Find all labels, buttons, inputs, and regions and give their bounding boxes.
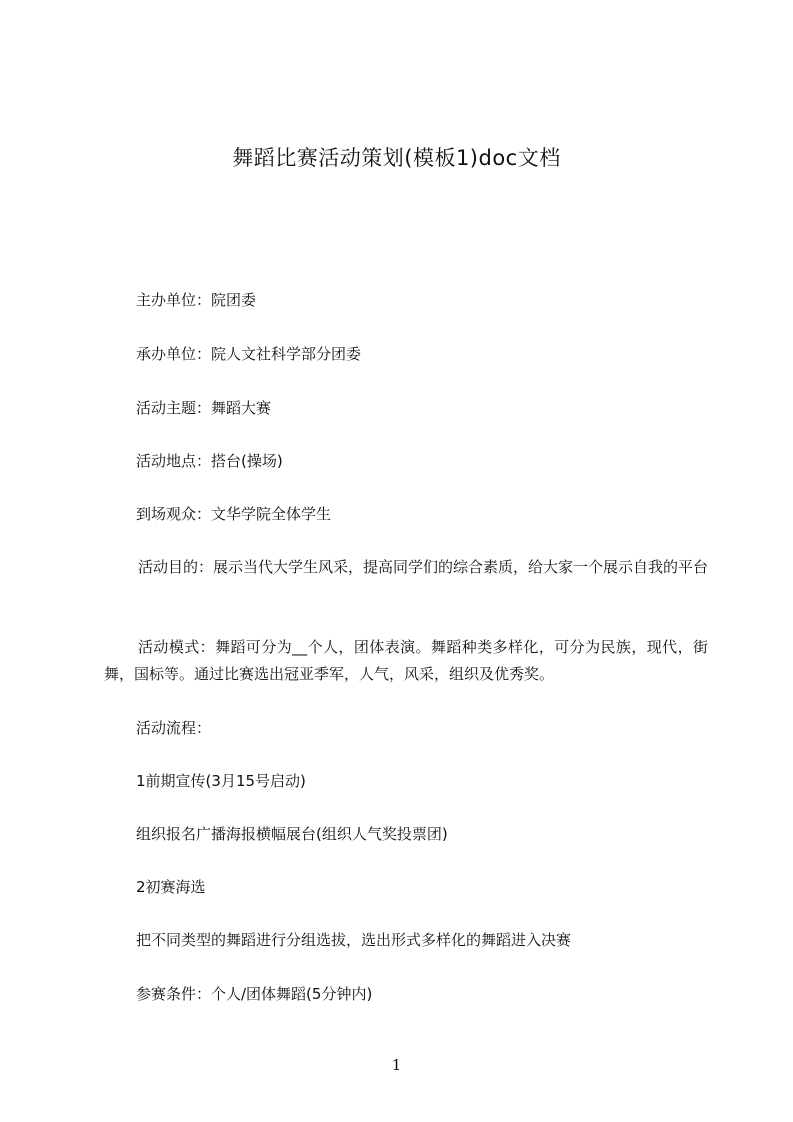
- paragraph-process-heading: 活动流程：: [136, 719, 212, 737]
- paragraph-theme: 活动主题：舞蹈大赛: [136, 399, 272, 417]
- paragraph-step-2: 2初赛海选: [136, 878, 206, 896]
- paragraph-step-2-detail: 把不同类型的舞蹈进行分组选拔，选出形式多样化的舞蹈进入决赛: [136, 931, 572, 949]
- paragraph-purpose: 活动目的：展示当代大学生风采，提高同学们的综合素质，给大家一个展示自我的平台: [138, 558, 709, 576]
- paragraph-undertaker: 承办单位：院人文社科学部分团委: [136, 345, 362, 363]
- document-title: 舞蹈比赛活动策划(模板1)doc文档: [232, 146, 561, 170]
- paragraph-mode: 活动模式：舞蹈可分为__个人，团体表演。舞蹈种类多样化，可分为民族，现代，街舞，国标等。通过比赛选出冠亚季军，人气，风采，组织及优秀奖。: [104, 638, 708, 683]
- page-number: 1: [391, 1056, 402, 1074]
- paragraph-conditions: 参赛条件：个人/团体舞蹈(5分钟内): [136, 985, 373, 1003]
- paragraph-audience: 到场观众：文华学院全体学生: [136, 505, 332, 523]
- paragraph-organizer: 主办单位：院团委: [136, 291, 257, 309]
- paragraph-step-1: 1前期宣传(3月15号启动): [136, 772, 306, 790]
- paragraph-step-1-detail: 组织报名广播海报横幅展台(组织人气奖投票团): [136, 825, 448, 843]
- paragraph-location: 活动地点：搭台(操场): [136, 452, 283, 470]
